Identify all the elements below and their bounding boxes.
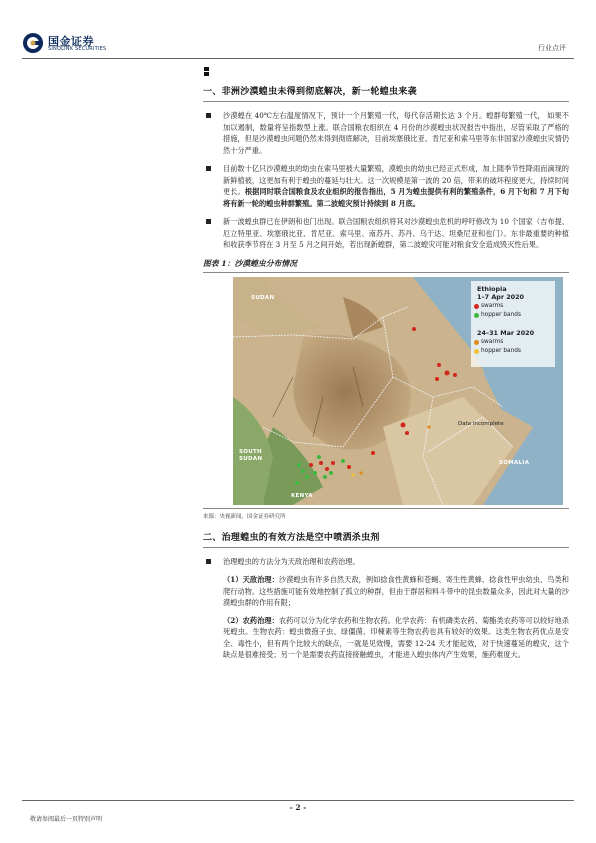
swarm-marker xyxy=(331,461,335,465)
swarm-marker xyxy=(401,422,406,427)
prev-hopper-dot-icon xyxy=(474,349,479,354)
hopper-marker xyxy=(317,455,321,459)
logo-mark-icon xyxy=(22,32,44,54)
company-name-cn: 国金证券 xyxy=(48,35,94,48)
pesticide-heading: （2）农药治理： xyxy=(223,615,279,625)
paragraph-methods-intro: 治理蝗虫的方法分为天敌治理和农药治理。 xyxy=(203,556,569,568)
figure-source: 来源：央视新闻，国金证券研究所 xyxy=(203,508,569,520)
swarm-marker xyxy=(445,370,450,375)
label-sudan: SUDAN xyxy=(251,294,275,301)
margin-marks xyxy=(204,67,209,77)
natural-enemy-text: 沙漠蝗虫有许多自然天敌，例如捻食性黄蜂和苍蝇、寄生性黄蜂、捻食性甲虫幼虫、鸟类和爬行动物。这些措施可能有效地控制了孤立的种群，但由于群居和料斗带中的昆虫数量众多，因此对大量的沙漠蝗虫群的作用有限； xyxy=(223,575,569,607)
label-kenya: KENYA xyxy=(291,492,313,499)
label-data-incomplete: Data incomplete xyxy=(458,420,504,427)
label-south-sudan-line1: SOUTH xyxy=(239,448,262,455)
footer-divider xyxy=(22,800,574,801)
legend-hopper-current: hopper bands xyxy=(481,312,521,318)
swarm-marker xyxy=(435,377,439,381)
legend-swarms-previous: swarms xyxy=(481,339,503,345)
page-header xyxy=(0,0,596,60)
paragraph-breeding: 沙漠蝗在 40℃左右温度情况下，预计一个月繁殖一代，每代存活期长达 3 个月。蝗群每繁殖一代， 如果不加以遏制，数量将呈指数型上涨。联合国粮农组织在 4 月份的沙漠蝗虫状况报告中指出，尽管采取了严格的措施，但是沙漠蝗虫问题仍然未得到彻底解决，目前埃塞俄比亚、肯尼亚和索马里等东非国家沙漠蝗虫灾情仍然十分严重。 xyxy=(203,110,569,156)
company-name-en: SINOLINK SECURITIES xyxy=(48,46,107,52)
legend-swarms-current: swarms xyxy=(481,303,503,309)
swarm-marker xyxy=(309,463,313,467)
report-type: 行业点评 xyxy=(538,44,566,52)
paragraph-new-wave: 新一波蝗虫群已在伊朗和也门出现。联合国粮农组织将其对沙漠蝗虫危机的呼吁修改为 10 个国家（吉布提、厄立特里亚、埃塞俄比亚、肯尼亚、索马里、南苏丹、苏丹、乌干达、坦桑尼亚和也门）。东非最重要的种植和收获季节将在 3 月至 5 月之间开始，若出现新蝗群，第二波蝗灾可能对粮食安全造成毁灭性后果。 xyxy=(203,216,569,251)
natural-enemy-heading: （1）天敌治理： xyxy=(223,575,279,584)
paragraph-natural-enemy xyxy=(203,574,569,609)
paragraph-somalia-bold: 根据同时联合国粮食及农业组织的报告指出，5 月为蝗虫提供有利的繁殖条件，6 月下旬和 7 月下旬将有新一轮的蝗虫种群繁殖。第二波蝗灾预计持续到 8 月底。 xyxy=(223,187,569,208)
prev-swarm-marker xyxy=(359,471,362,474)
swarm-marker xyxy=(412,327,416,331)
page-number: - 2 - xyxy=(289,803,307,812)
hopper-marker xyxy=(301,469,305,473)
pesticide-text: 农药可以分为化学农药和生物农药。化学农药：有机磷类农药、菊酯类农药等可以较好地杀死蝗虫。生物农药：蝗虫微孢子虫、绿僵菌、印楝素等生物农药也具有较好的效果。这类生物农药优点是安全、毒性小，但有两个比较大的缺点，一就是见效慢，需要 12-24 天才能起效，对于快速蔓延的蝗灾，这个缺点是很难接受；另一个是需要农药直接接触蝗虫，才能进入蝗虫体内产生效果，施药难度大。 xyxy=(223,615,569,659)
hopper-marker xyxy=(305,475,309,479)
swarm-marker xyxy=(347,465,351,469)
disclaimer-note: 敬请参阅最后一页特别声明 xyxy=(30,816,103,823)
section-2-title: 二、治理蝗虫的有效方法是空中喷洒杀虫剂 xyxy=(203,530,569,548)
hopper-marker xyxy=(341,459,345,463)
hopper-marker xyxy=(329,471,333,475)
label-somalia: SOMALIA xyxy=(499,459,530,466)
figure-title: 图表 1：沙漠蝗虫分布情况 xyxy=(203,258,569,273)
swarm-marker xyxy=(405,431,409,435)
margin-mark xyxy=(204,67,209,71)
locust-distribution-map xyxy=(233,277,563,505)
swarm-marker xyxy=(437,363,441,367)
hopper-marker xyxy=(295,481,299,485)
prev-swarm-dot-icon xyxy=(474,340,479,345)
swarm-marker xyxy=(371,451,375,455)
swarm-dot-icon xyxy=(474,304,479,309)
map-legend xyxy=(471,281,555,367)
legend-period2-dates: 24–31 Mar 2020 xyxy=(477,328,535,337)
hopper-marker xyxy=(313,471,317,475)
prev-hopper-marker xyxy=(351,473,354,476)
swarm-marker xyxy=(325,467,329,471)
paragraph-somalia xyxy=(203,163,569,209)
main-content xyxy=(203,84,569,667)
prev-swarm-marker xyxy=(427,425,430,428)
section-1-title: 一、非洲沙漠蝗虫未得到彻底解决，新一轮蝗虫来袭 xyxy=(203,84,569,102)
legend-period1-dates: 1–7 Apr 2020 xyxy=(477,292,524,301)
label-south-sudan-line2: SUDAN xyxy=(239,455,263,462)
hopper-marker xyxy=(297,463,301,467)
company-logo xyxy=(22,32,118,56)
hopper-marker xyxy=(323,475,327,479)
paragraph-pesticide xyxy=(203,615,569,661)
swarm-marker xyxy=(319,461,323,465)
swarm-marker xyxy=(453,373,457,377)
paragraph-somalia-text: 目前数十亿只沙漠蝗虫的幼虫在索马里被大量繁殖，漠蝗虫的幼虫已经正式形成，加上随季节性降雨而滴现的新鲜植被，这更加有利于蝗虫的蔓延与壮大。这一次规模是第一波的 20 倍，带来的破坏程度更大，持续时间更长。 xyxy=(223,164,569,196)
legend-period1-country: Ethiopia xyxy=(477,284,507,293)
hopper-dot-icon xyxy=(474,313,479,318)
header-divider xyxy=(22,58,574,59)
margin-mark xyxy=(204,72,209,76)
legend-hopper-previous: hopper bands xyxy=(481,348,521,354)
